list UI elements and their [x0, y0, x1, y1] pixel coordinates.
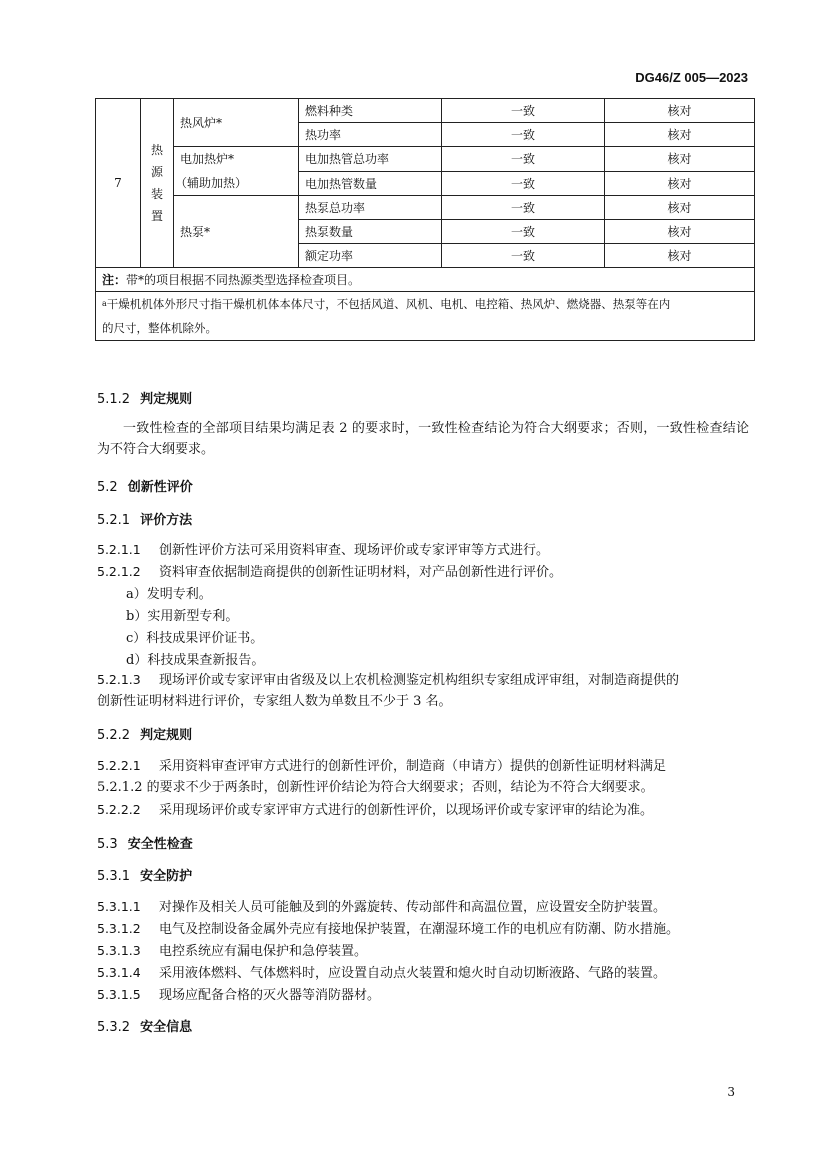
group-name [174, 147, 299, 196]
table-footnote [96, 292, 755, 341]
clause [97, 799, 749, 821]
clause-text: 对操作及相关人员可能触及到的外露旋转、传动部件和高温位置，应设置安全防护装置。 [159, 900, 667, 915]
clause [97, 755, 749, 798]
method-cell: 核对 [605, 220, 755, 244]
list-item: d）科技成果查新报告。 [126, 653, 265, 668]
section-number: 5.2.1 [97, 513, 131, 528]
spec-table [95, 98, 755, 341]
section-heading [97, 1016, 192, 1035]
requirement-cell: 一致 [442, 123, 605, 147]
clause-text: 资料审查依据制造商提供的创新性证明材料，对产品创新性进行评价。 [159, 565, 563, 580]
category-char: 热 [150, 143, 163, 157]
clause-number: 5.2.2.1 [97, 758, 141, 773]
method-cell: 核对 [605, 99, 755, 123]
section-title: 判定规则 [140, 728, 193, 743]
section-number: 5.2.2 [97, 728, 131, 743]
category-char: 置 [150, 209, 163, 223]
clause-text: 现场应配备合格的灭火器等消防器材。 [159, 988, 381, 1003]
table-footnote-row [96, 292, 755, 341]
clause-number: 5.3.1.1 [97, 899, 141, 914]
requirement-cell: 一致 [442, 196, 605, 220]
row-seq-number: 7 [96, 99, 141, 268]
clause-number: 5.3.1.2 [97, 921, 141, 936]
section-heading [97, 476, 193, 495]
clause-number: 5.3.1.3 [97, 943, 141, 958]
item-cell: 热泵总功率 [299, 196, 442, 220]
group-name-line: （辅助加热） [175, 176, 248, 190]
list-item: a）发明专利。 [126, 587, 212, 602]
clause [97, 896, 749, 918]
clause-number: 5.2.1.3 [97, 672, 141, 687]
clause-number: 5.3.1.4 [97, 965, 141, 980]
note-label: 注： [102, 273, 127, 287]
section-number: 5.2 [97, 480, 118, 495]
section-title: 安全信息 [140, 1020, 193, 1035]
clause [97, 669, 749, 712]
list-item: c）科技成果评价证书。 [126, 631, 264, 646]
section-title: 判定规则 [140, 392, 193, 407]
clause [97, 539, 749, 561]
section-number: 5.3 [97, 837, 118, 852]
clause [97, 561, 749, 583]
section-heading [97, 509, 192, 528]
list-item: b）实用新型专利。 [126, 609, 239, 624]
table-note-row [96, 268, 755, 292]
clause [97, 984, 749, 1006]
paragraph: 一致性检查的全部项目结果均满足表 2 的要求时，一致性检查结论为符合大纲要求；否则，一致性检查结论为不符合大纲要求。 [97, 421, 749, 457]
method-cell: 核对 [605, 147, 755, 172]
section-heading [97, 724, 192, 743]
clause-text: 采用液体燃料、气体燃料时，应设置自动点火装置和熄火时自动切断液路、气路的装置。 [159, 966, 667, 981]
clause-number: 5.2.1.1 [97, 542, 141, 557]
group-name-line: 电加热炉* [180, 152, 235, 166]
table-row [96, 99, 755, 123]
clause-text: 电控系统应有漏电保护和急停装置。 [159, 944, 368, 959]
document-code: DG46/Z 005—2023 [635, 70, 748, 85]
method-cell: 核对 [605, 171, 755, 196]
requirement-cell: 一致 [442, 220, 605, 244]
item-cell: 电加热管总功率 [299, 147, 442, 172]
section-number: 5.3.2 [97, 1020, 131, 1035]
clause [97, 962, 749, 984]
item-cell: 燃料种类 [299, 99, 442, 123]
section-title: 安全性检查 [127, 837, 193, 852]
method-cell: 核对 [605, 196, 755, 220]
requirement-cell: 一致 [442, 99, 605, 123]
category-char: 源 [150, 165, 163, 179]
section-heading [97, 833, 193, 852]
section-number: 5.1.2 [97, 392, 131, 407]
page-number: 3 [727, 1085, 735, 1099]
requirement-cell: 一致 [442, 147, 605, 172]
clause-number: 5.2.2.2 [97, 802, 141, 817]
item-cell: 额定功率 [299, 244, 442, 268]
clause-text: 电气及控制设备金属外壳应有接地保护装置，在潮湿环境工作的电机应有防潮、防水措施。 [159, 922, 680, 937]
note-text: 带*的项目根据不同热源类型选择检查项目。 [126, 273, 361, 287]
item-cell: 电加热管数量 [299, 171, 442, 196]
clause-number: 5.3.1.5 [97, 987, 141, 1002]
clause-text: 采用资料审查评审方式进行的创新性评价，制造商（申请方）提供的创新性证明材料满足 [159, 759, 667, 774]
footnote-line: 干燥机机体外形尺寸指干燥机机体本体尺寸，不包括风道、风机、电机、电控箱、热风炉、燃烧器、热泵等在内 [106, 297, 671, 311]
clause-text: 现场评价或专家评审由省级及以上农机检测鉴定机构组织专家组成评审组，对制造商提供的 [159, 673, 680, 688]
section-heading [97, 388, 192, 407]
footnote-mark: a [102, 299, 107, 308]
footnote-line: 的尺寸，整体机除外。 [102, 321, 217, 335]
item-cell: 热泵数量 [299, 220, 442, 244]
table-row [96, 147, 755, 172]
requirement-cell: 一致 [442, 244, 605, 268]
table-note [96, 268, 755, 292]
clause-text: 5.2.1.2 的要求不少于两条时，创新性评价结论为符合大纲要求；否则，结论为不符合大纲要求。 [97, 780, 654, 795]
clause-text: 创新性评价方法可采用资料审查、现场评价或专家评审等方式进行。 [159, 543, 550, 558]
category-cell [141, 99, 174, 268]
clause [97, 918, 749, 940]
clause [97, 940, 749, 962]
table-row [96, 196, 755, 220]
category-char: 装 [150, 187, 163, 201]
clause-text: 创新性证明材料进行评价，专家组人数为单数且不少于 3 名。 [97, 694, 452, 709]
section-title: 评价方法 [140, 513, 193, 528]
section-title: 创新性评价 [127, 480, 193, 495]
clause-number: 5.2.1.2 [97, 564, 141, 579]
clause-text: 采用现场评价或专家评审方式进行的创新性评价，以现场评价或专家评审的结论为准。 [159, 803, 654, 818]
item-cell: 热功率 [299, 123, 442, 147]
requirement-cell: 一致 [442, 171, 605, 196]
group-name: 热泵* [174, 196, 299, 268]
method-cell: 核对 [605, 244, 755, 268]
method-cell: 核对 [605, 123, 755, 147]
group-name: 热风炉* [174, 99, 299, 147]
section-heading [97, 865, 192, 884]
section-title: 安全防护 [140, 869, 193, 884]
section-number: 5.3.1 [97, 869, 131, 884]
